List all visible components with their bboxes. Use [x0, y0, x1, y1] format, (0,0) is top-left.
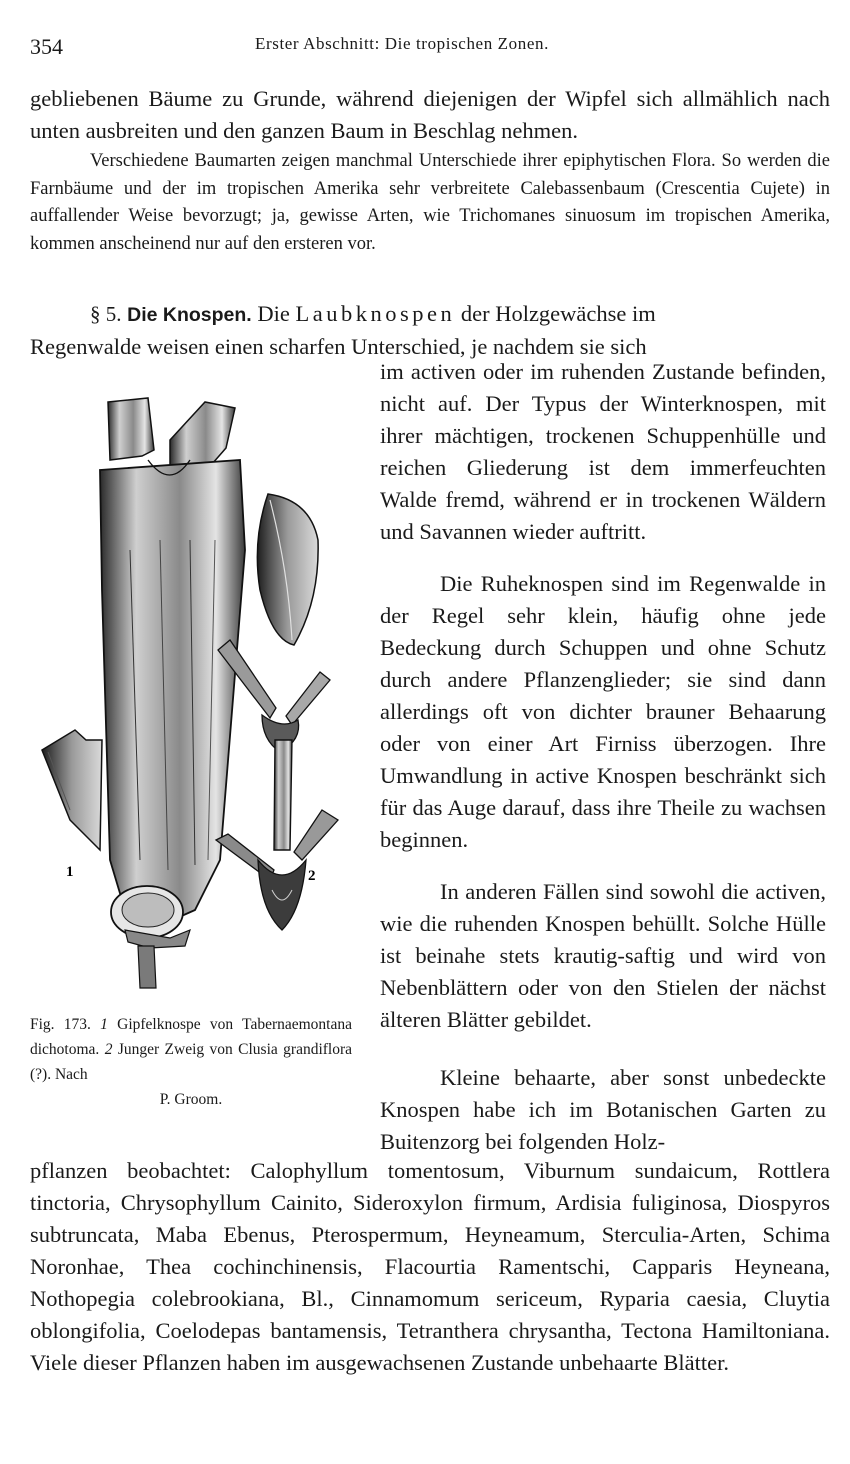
caption-item-1-number: 1: [100, 1016, 108, 1033]
section-lead-word: Die: [257, 301, 290, 326]
caption-item-2-number: 2: [104, 1041, 113, 1058]
botanical-drawing: [30, 390, 360, 990]
section-line1-rest: der Holzgewächse im: [460, 301, 656, 326]
running-head: [30, 34, 830, 64]
page-number: 354: [30, 34, 63, 59]
paragraph-behaarte-knospen: Kleine behaarte, aber sonst unbedeckte Knospen habe ich im Botanischen Garten zu Buitenzorg bei folgenden Holz-: [380, 1065, 826, 1154]
section-title: Die Knospen.: [127, 304, 252, 326]
figure-label-2: 2: [308, 868, 316, 884]
paragraph-behuellt: In anderen Fällen sind sowohl die activen, wie die ruhenden Knospen behüllt. Solche Hülle ist beinahe stets krautig-saftig und wird von Nebenblättern oder von den Stielen der nächst älteren Blätter gebildet.: [380, 879, 826, 1032]
caption-item-2-text: Junger Zweig von Clusia grandiflora (?). Nach: [30, 1041, 353, 1083]
paragraph-ruheknospen: Die Ruheknospen sind im Regenwalde in der Regel sehr klein, häufig ohne jede Bedeckung durch Schuppen und ohne Schutz durch andere Pflanzenglieder; sie sind dann allerdings oft von dichter brauner Behaarung oder von einer Art Firniss überzogen. Ihre Umwandlung in active Knospen beschränkt sich für das Auge darauf, dass ihre Theile zu wachsen beginnen.: [380, 571, 826, 852]
paragraph-plant-list: pflanzen beobachtet: Calophyllum tomentosum, Viburnum sundaicum, Rottlera tinctoria, Chrysophyllum Cainito, Sideroxylon firmum, Ardisia fuliginosa, Diospyros subtruncata, Maba Ebenus, Pterospermum, Heyneamum, Sterculia-Arten, Schima Noronhae, Thea cochinchinensis, Flacourtia Ramentschi, Capparis Heyneana, Nothopegia colebrookiana, Bl., Cinnamomum sericeum, Ryparia caesia, Cluytia oblongifolia, Coelodepas bantamensis, Tetranthera chrysantha, Tectona Hamiltoniana. Viele dieser Pflanzen haben im ausgewachsenen Zustande unbehaarte Blätter.: [30, 1158, 830, 1375]
paragraph-continued: gebliebenen Bäume zu Grunde, während diejenigen der Wipfel sich allmählich nach unten ausbreiten und den ganzen Baum in Beschlag nehmen.: [30, 86, 830, 143]
figure-label-1: 1: [66, 864, 74, 880]
caption-item-1-text: Gipfelknospe von Tabernaemontana dichotoma.: [30, 1016, 352, 1058]
section-line-2: Regenwalde weisen einen scharfen Unterschied, je nachdem sie sich: [30, 334, 647, 359]
caption-figure-number: Fig. 173.: [30, 1016, 91, 1033]
paragraph-winterknospen: im activen oder im ruhenden Zustande befinden, nicht auf. Der Typus der Winterknospen, mit ihrer mächtigen, trockenen Schuppenhülle und reichen Gliederung ist dem immerfeuchten Walde fremd, während er in trockenen Wäldern und Savannen wieder auftritt.: [380, 359, 826, 544]
figure-caption: [30, 1012, 352, 1112]
paragraph-epiphytes: Verschiedene Baumarten zeigen manchmal Unterschiede ihrer epiphytischen Flora. So werden die Farnbäume und der im tropischen Amerika sehr verbreitete Calebassenbaum (Crescentia Cujete) in auffallender Weise bevorzugt; ja, gewisse Arten, wie Trichomanes sinuosum im tropischen Amerika, kommen anscheinend nur auf den ersteren vor.: [30, 151, 830, 254]
caption-credit: P. Groom.: [159, 1091, 223, 1108]
section-number: § 5.: [90, 302, 122, 326]
drawing-1-shoot: [42, 398, 245, 988]
section-heading-line: [90, 298, 830, 331]
header-title: Erster Abschnitt: Die tropischen Zonen.: [255, 34, 549, 53]
figure-173-illustration: [30, 390, 360, 990]
section-spaced-word: Laubknospen: [295, 301, 456, 326]
